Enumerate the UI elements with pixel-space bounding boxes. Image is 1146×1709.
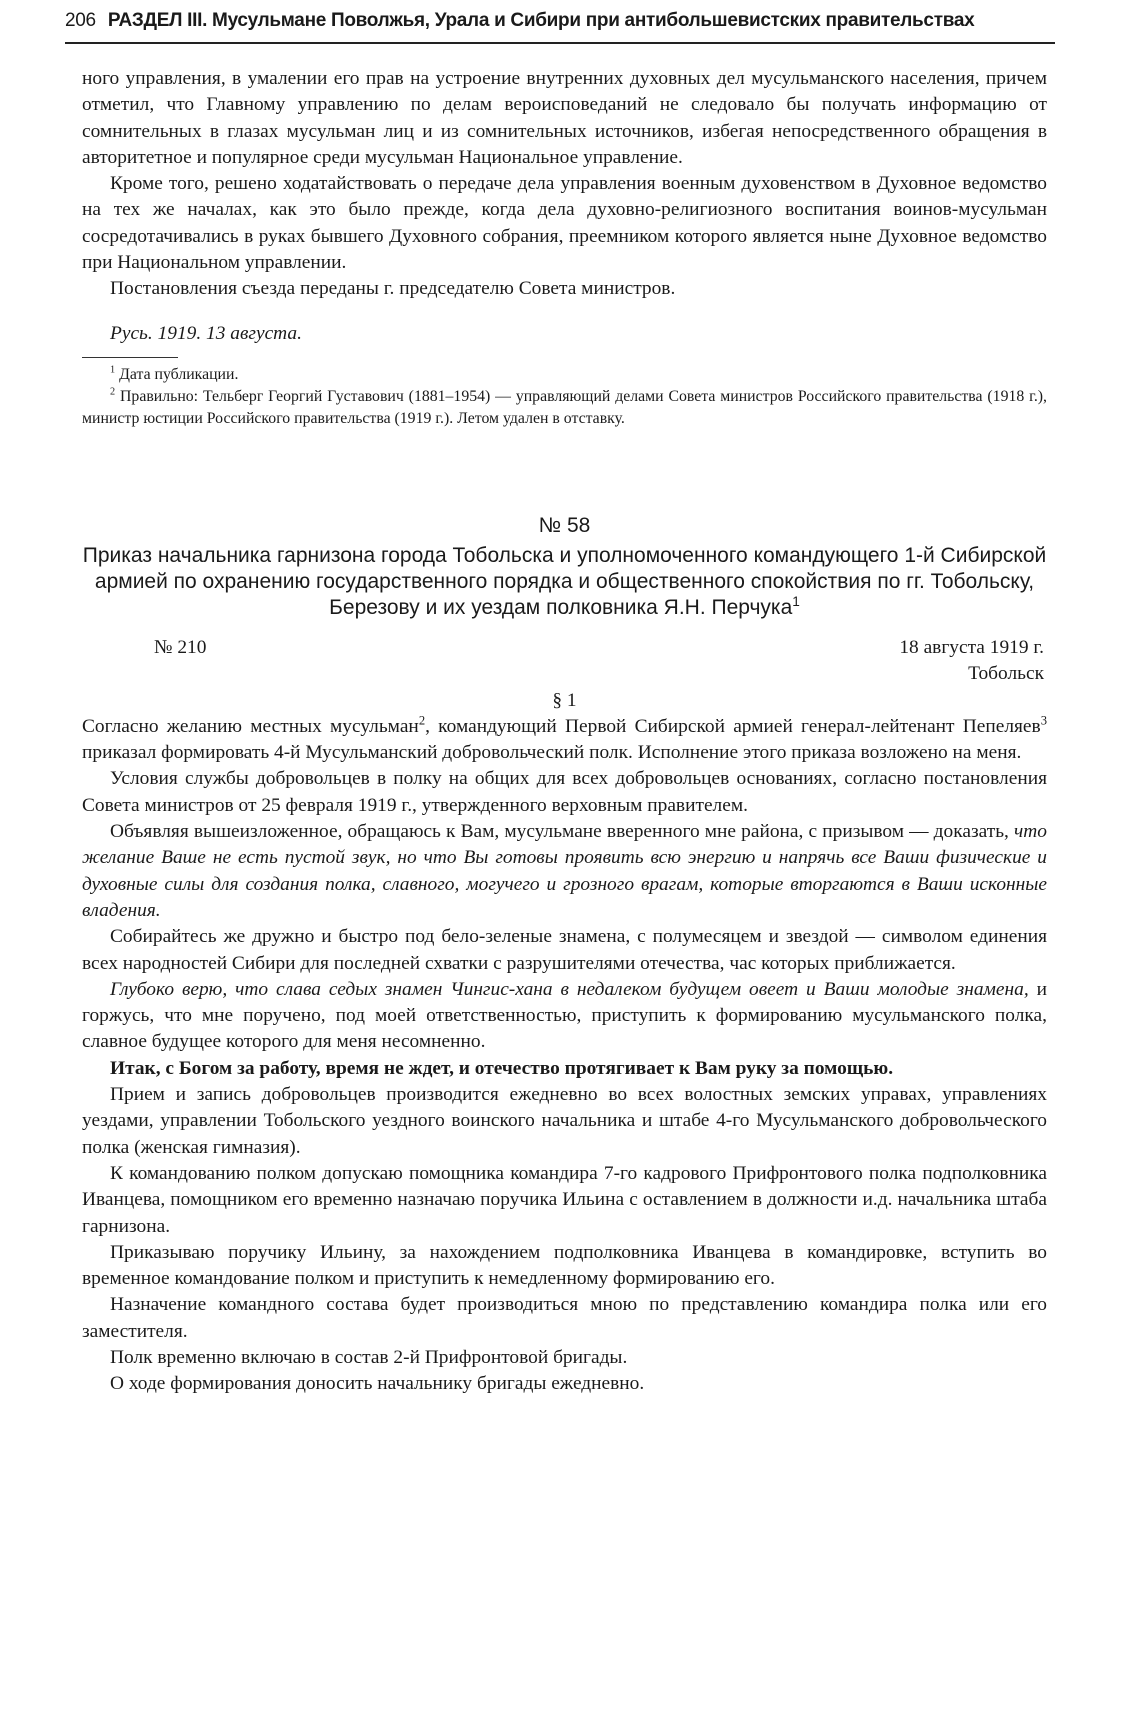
- body-paragraph-10: Назначение командного состава будет производиться мною по представлению командира полка или его заместителя.: [82, 1294, 1047, 1342]
- body-p1-part-b: , командующий Первой Сибирской армией генерал-лейтенант Пепеляев: [425, 715, 1041, 737]
- body-p5-part-b: и горжусь, что мне поручено, под моей ответственностью, приступить к формированию мусульманского полка, славное будущее которого для меня несомненно.: [82, 978, 1047, 1053]
- running-header: [65, 10, 1055, 32]
- body-paragraph-5: [82, 977, 1047, 1056]
- footnote-2-text: Правильно: Тельберг Георгий Густавович (1881–1954) — управляющий делами Совета министров Российского правительства (1918 г.), министр юстиции Российского правительства (1919 г.). Летом удален в отставку.: [82, 387, 1048, 427]
- order-meta: [82, 635, 1047, 688]
- source-signature: Русь. 1919. 13 августа.: [110, 322, 302, 344]
- body-paragraph-11: Полк временно включаю в состав 2-й Прифронтовой бригады.: [110, 1346, 628, 1368]
- order-number: № 210: [154, 636, 207, 658]
- body-paragraph-1: [82, 714, 1047, 767]
- document-number: № 58: [538, 513, 591, 537]
- body-paragraph-4: Собирайтесь же дружно и быстро под бело-зеленые знамена, с полумесяцем и звездой — символом единения всех народностей Сибири для последней схватки с разрушителями отечества, час которых приближается.: [82, 926, 1047, 974]
- intro-paragraph-3: Постановления съезда переданы г. председателю Совета министров.: [110, 278, 676, 300]
- document-title-text: Приказ начальника гарнизона города Тобольска и уполномоченного командующего 1-й Сибирской армией по охранению государственного порядка и общественного спокойствия по гг. Тобольску, Березову и их уездам полковника Я.Н. Перчука: [82, 543, 1047, 619]
- page-number: 206: [65, 10, 96, 31]
- footnote-1-text: Дата публикации.: [119, 365, 239, 383]
- note-marker-3: 3: [1040, 713, 1047, 728]
- page-content: [82, 66, 1047, 1398]
- running-title: РАЗДЕЛ III. Мусульмане Поволжья, Урала и Сибири при антибольшевистских правительствах: [107, 10, 975, 31]
- body-p5-italic: Глубоко верю, что слава седых знамен Чингис-хана в недалеком будущем овеет и Ваши молодые знамена,: [110, 978, 1029, 1000]
- footnote-rule: [82, 357, 178, 358]
- footnote-1: [82, 364, 1047, 386]
- body-p3-part-a: Объявляя вышеизложенное, обращаюсь к Вам, мусульмане вверенного мне района, с призывом — доказать,: [110, 821, 1015, 843]
- footnote-2: [82, 386, 1047, 430]
- body-paragraph-12: О ходе формирования доносить начальнику бригады ежедневно.: [110, 1373, 645, 1395]
- document-title: [82, 543, 1047, 621]
- intro-paragraph-1: ного управления, в умалении его прав на устроение внутренних духовных дел мусульманского населения, причем отметил, что Главному управлению по делам вероисповеданий не следовало бы получать информацию от сомнительных в глазах мусульман лиц и из сомнительных источников, избегая непосредственного обращения в авторитетное и популярное среди мусульман Национальное управление.: [82, 68, 1047, 168]
- document-title-note: 1: [792, 593, 800, 609]
- order-date: 18 августа 1919 г.: [899, 636, 1044, 658]
- order-place: Тобольск: [968, 663, 1044, 685]
- intro-paragraph-2: Кроме того, решено ходатайствовать о передаче дела управления военным духовенством в Духовное ведомство на тех же началах, как это было прежде, когда дела духовно-религиозного воспитания воинов-мусульман сосредотачивались в руках бывшего Духовного собрания, преемником которого является ныне Духовное ведомство при Национальном управлении.: [82, 173, 1047, 274]
- footnote-1-marker: 1: [110, 364, 116, 376]
- footnote-2-marker: 2: [110, 386, 116, 398]
- body-p1-part-c: приказал формировать 4-й Мусульманский добровольческий полк. Исполнение этого приказа возложено на меня.: [82, 742, 1022, 764]
- body-paragraph-3: [82, 819, 1047, 924]
- body-paragraph-7: Прием и запись добровольцев производится ежедневно во всех волостных земских управах, управлениях уездами, управлении Тобольского уездного воинского начальника и штабе 4-го Мусульманского добровольческого полка (женская гимназия).: [82, 1084, 1047, 1158]
- body-p1-part-a: Согласно желанию местных мусульман: [82, 715, 419, 737]
- body-paragraph-6: Итак, с Богом за работу, время не ждет, и отечество протягивает к Вам руку за помощью.: [110, 1057, 894, 1079]
- document-heading: [82, 513, 1047, 621]
- header-rule: [65, 42, 1055, 44]
- body-paragraph-8: К командованию полком допускаю помощника командира 7-го кадрового Прифронтового полка подполковника Иванцева, помощником его временно назначаю поручика Ильина с оставлением в должности и.д. начальника штаба гарнизона.: [82, 1162, 1047, 1237]
- note-marker-2: 2: [418, 713, 426, 728]
- body-paragraph-2: Условия службы добровольцев в полку на общих для всех добровольцев основаниях, согласно постановления Совета министров от 25 февраля 1919 г., утвержденного верховным правителем.: [82, 768, 1047, 816]
- body-p3-italic: что желание Ваше не есть пустой звук, но что Вы готовы проявить всю энергию и напрячь все Ваши физические и духовные силы для создания полка, славного, могучего и грозного врагам, которые вторгаются в Ваши исконные владения.: [82, 821, 1047, 921]
- body-paragraph-9: Приказываю поручику Ильину, за нахождением подполковника Иванцева в командировке, вступить во временное командование полком и приступить к немедленному формированию его.: [82, 1241, 1047, 1290]
- section-mark: § 1: [552, 689, 577, 711]
